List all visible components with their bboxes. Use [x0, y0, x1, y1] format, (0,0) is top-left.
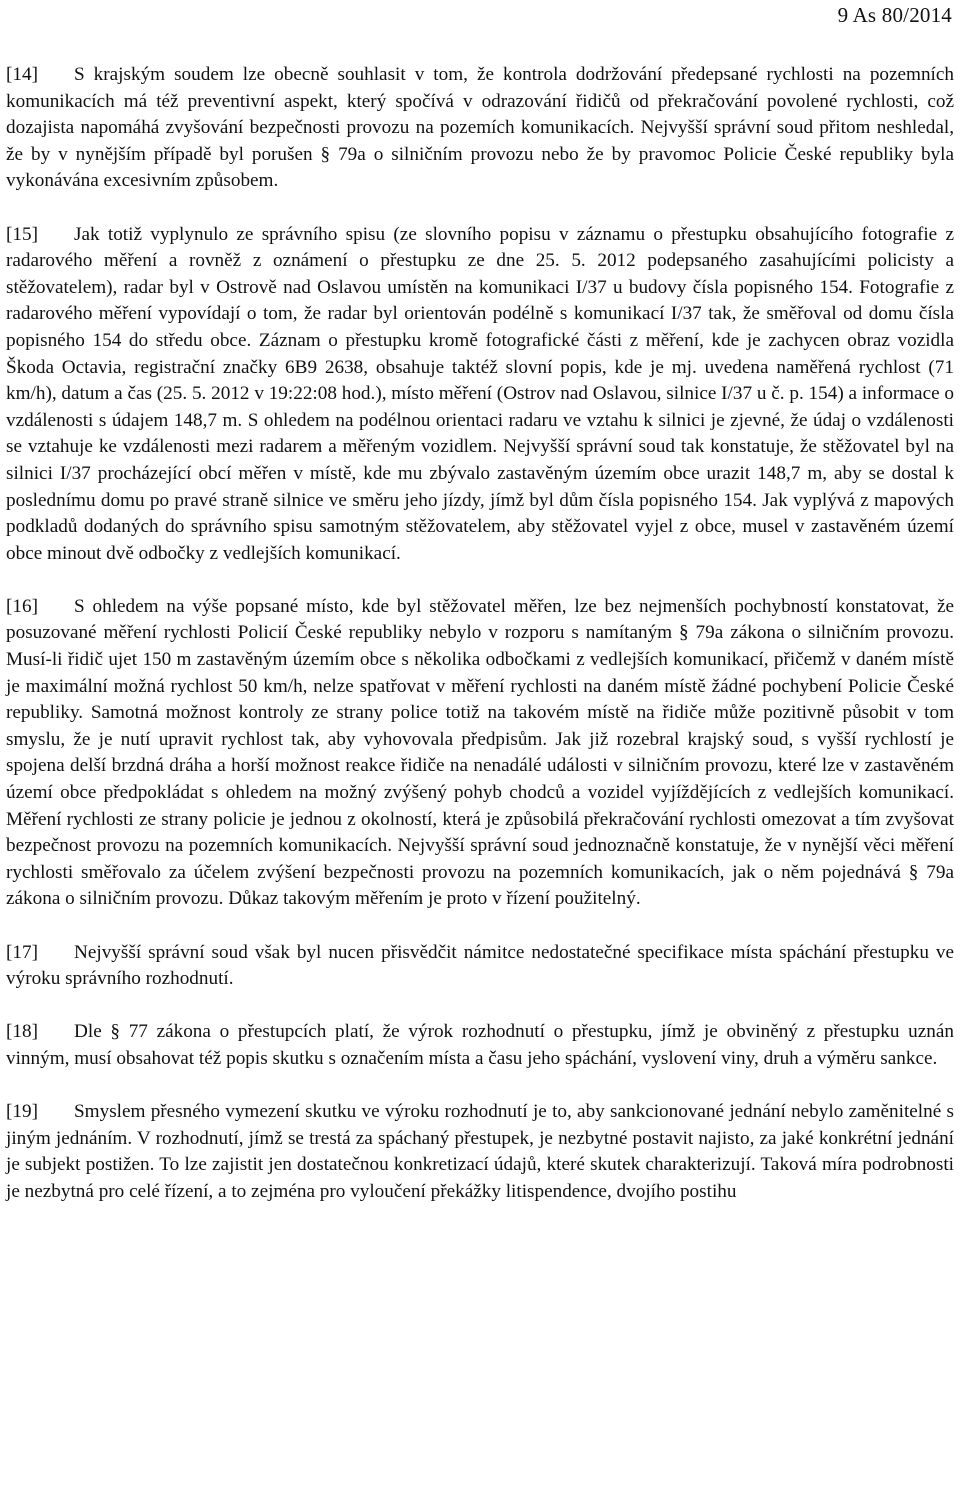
paragraph-number: [15] [6, 223, 38, 245]
paragraph-16 [6, 594, 954, 913]
paragraph-15 [6, 222, 954, 568]
paragraph-number: [18] [6, 1021, 38, 1043]
paragraph-18 [6, 1019, 954, 1072]
paragraph-19 [6, 1099, 954, 1205]
paragraph-17 [6, 940, 954, 993]
paragraph-text: Dle § 77 zákona o přestupcích platí, že výrok rozhodnutí o přestupku, jímž je obviněný z přestupku uznán vinným, musí obsahovat též popis skutku s označením místa a času jeho spáchání, vyslovení viny, druh a výměru sankce. [6, 1021, 954, 1069]
paragraph-text: S ohledem na výše popsané místo, kde byl stěžovatel měřen, lze bez nejmenších pochybností konstatovat, že posuzované měření rychlosti Policií České republiky nebylo v rozporu s namítaným § 79a zákona o silničním provozu. Musí-li řidič ujet 150 m zastavěným územím obce s několika odbočkami z vedlejších komunikací, přičemž v daném místě je maximální možná rychlost 50 km/h, nelze spatřovat v měření rychlosti na daném místě žádné pochybení Policie České republiky. Samotná možnost kontroly ze strany police totiž na takovém místě na řidiče může pozitivně působit v tom smyslu, že je nutí upravit rychlost tak, aby vyhovovala předpisům. Jak již rozebral krajský soud, s vyšší rychlostí je spojena delší brzdná dráha a horší možnost reakce řidiče na nenadálé události v silničním provozu, které lze v zastavěném území obce předpokládat s ohledem na možný zvýšený pohyb chodců a vozidel vyjíždějících z vedlejších komunikací. Měření rychlosti ze strany policie je jednou z okolností, která je způsobilá překračování rychlosti omezovat a tím zvyšovat bezpečnost provozu na pozemních komunikacích. Nejvyšší správní soud jednoznačně konstatuje, že v nynější věci měření rychlosti směřovalo za účelem zvýšení bezpečnosti provozu na pozemních komunikacích, jak o něm pojednává § 79a zákona o silničním provozu. Důkaz takovým měřením je proto v řízení použitelný. [6, 595, 954, 910]
paragraph-number: [19] [6, 1101, 38, 1123]
paragraph-number: [17] [6, 941, 38, 963]
paragraph-text: Jak totiž vyplynulo ze správního spisu (ze slovního popisu v záznamu o přestupku obsahujícího fotografie z radarového měření a rovněž z oznámení o přestupku ze dne 25. 5. 2012 podepsaného zasahujícími policisty a stěžovatelem), radar byl v Ostrově nad Oslavou umístěn na komunikaci I/37 u budovy čísla popisného 154. Fotografie z radarového měření vypovídají o tom, že radar byl orientován podélně s komunikací I/37 tak, že směřoval od domu čísla popisného 154 do středu obce. Záznam o přestupku kromě fotografické části z měření, kde je zachycen obraz vozidla Škoda Octavia, registrační značky 6B9 2638, obsahuje taktéž slovní popis, kde je mj. uvedena naměřená rychlost (71 km/h), datum a čas (25. 5. 2012 v 19:22:08 hod.), místo měření (Ostrov nad Oslavou, silnice I/37 u č. p. 154) a informace o vzdálenosti s údajem 148,7 m. S ohledem na podélnou orientaci radaru ve vztahu k silnici je zjevné, že údaj o vzdálenosti se vztahuje ke vzdálenosti mezi radarem a měřeným vozidlem. Nejvyšší správní soud tak konstatuje, že stěžovatel byl na silnici I/37 procházející obcí měřen v místě, kde mu zbývalo zastavěným územím obce urazit 148,7 m, aby se dostal k poslednímu domu po pravé straně silnice ve směru jeho jízdy, jímž byl dům čísla popisného 154. Jak vyplývá z mapových podkladů dodaných do správního spisu samotným stěžovatelem, aby stěžovatel vyjel z obce, musel v zastavěném území obce minout dvě odbočky z vedlejších komunikací. [6, 223, 954, 564]
case-number-header: 9 As 80/2014 [837, 3, 952, 27]
paragraph-text: Smyslem přesného vymezení skutku ve výroku rozhodnutí je to, aby sankcionované jednání nebylo zaměnitelné s jiným jednáním. V rozhodnutí, jímž se trestá za spáchaný přestupek, je nezbytné postavit najisto, za jaké konkrétní jednání je subjekt postižen. To lze zajistit jen dostatečnou konkretizací údajů, které skutek charakterizují. Taková míra podrobnosti je nezbytná pro celé řízení, a to zejména pro vyloučení překážky litispendence, dvojího postihu [6, 1101, 954, 1202]
paragraph-number: [14] [6, 64, 38, 85]
paragraph-number: [16] [6, 595, 38, 617]
paragraph-14 [6, 62, 954, 195]
paragraph-text: Nejvyšší správní soud však byl nucen přisvědčit námitce nedostatečné specifikace místa spáchání přestupku ve výroku správního rozhodnutí. [6, 941, 954, 990]
document-body [6, 62, 954, 1232]
paragraph-text: S krajským soudem lze obecně souhlasit v tom, že kontrola dodržování předepsané rychlosti na pozemních komunikacích má též preventivní aspekt, který spočívá v odrazování řidičů od překračování povolené rychlosti, což dozajista napomáhá zvyšování bezpečnosti provozu na pozemích komunikacích. Nejvyšší správní soud přitom neshledal, že by v nynějším případě byl porušen § 79a o silničním provozu nebo že by pravomoc Policie České republiky byla vykonávána excesivním způsobem. [6, 64, 954, 192]
